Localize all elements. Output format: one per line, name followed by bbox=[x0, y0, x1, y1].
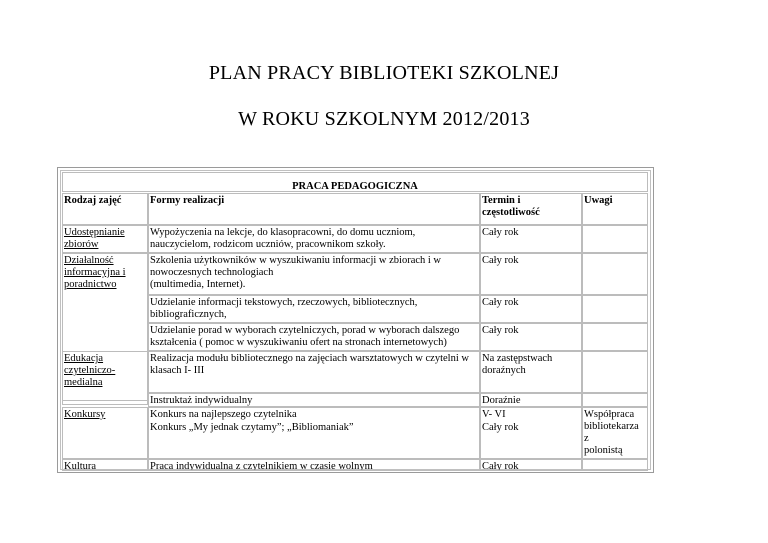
section-heading: PRACA PEDAGOGICZNA bbox=[292, 181, 418, 192]
formy-text: nauczycielom, rodzicom uczniów, pracownikom szkoły. bbox=[150, 239, 386, 250]
uwagi-cell bbox=[582, 253, 648, 295]
formy-text: klasach I- III bbox=[150, 365, 205, 376]
uwagi-cell bbox=[582, 393, 648, 407]
header-uwagi: Uwagi bbox=[584, 195, 613, 206]
header-rodzaj: Rodzaj zajęć bbox=[64, 195, 122, 206]
category-cell-kultura bbox=[62, 459, 148, 471]
termin-text: Cały rok bbox=[482, 325, 519, 336]
formy-text: Konkurs „My jednak czytamy”; „Bibliomaniak” bbox=[150, 422, 354, 433]
termin-cell bbox=[480, 323, 582, 351]
formy-text: Udzielanie porad w wyborach czytelniczych, porad w wyborach dalszego bbox=[150, 325, 460, 336]
formy-cell bbox=[148, 253, 480, 295]
category-label: poradnictwo bbox=[64, 279, 117, 290]
termin-cell bbox=[480, 407, 582, 459]
section-heading-cell bbox=[62, 172, 648, 192]
uwagi-cell bbox=[582, 407, 648, 459]
termin-text: Cały rok bbox=[482, 297, 519, 308]
termin-text: Cały rok bbox=[482, 227, 519, 238]
formy-text: Wypożyczenia na lekcje, do klasopracowni, do domu uczniom, bbox=[150, 227, 416, 238]
uwagi-cell bbox=[582, 323, 648, 351]
uwagi-cell bbox=[582, 295, 648, 323]
uwagi-text: polonistą bbox=[584, 445, 623, 456]
formy-text: Instruktaż indywidualny bbox=[150, 395, 253, 406]
formy-text: (multimedia, Internet). bbox=[150, 279, 246, 290]
formy-text: Praca indywidualna z czytelnikiem w czasie wolnym bbox=[150, 461, 373, 471]
uwagi-cell bbox=[582, 351, 648, 393]
termin-text: doraźnych bbox=[482, 365, 526, 376]
category-label: czytelniczo- bbox=[64, 365, 116, 376]
category-cell-konkursy bbox=[62, 407, 148, 459]
plan-table-inner bbox=[60, 170, 651, 470]
formy-text: Konkurs na najlepszego czytelnika bbox=[150, 409, 297, 420]
termin-cell bbox=[480, 295, 582, 323]
category-cell-udostepnianie bbox=[62, 225, 148, 253]
termin-cell bbox=[480, 225, 582, 253]
category-label: Edukacja bbox=[64, 353, 104, 364]
formy-cell bbox=[148, 351, 480, 393]
plan-table bbox=[57, 167, 654, 473]
formy-text: Szkolenia użytkowników w wyszukiwaniu informacji w zbiorach i w bbox=[150, 255, 442, 266]
termin-text: Cały rok bbox=[482, 422, 519, 433]
uwagi-cell bbox=[582, 225, 648, 253]
uwagi-cell bbox=[582, 459, 648, 471]
category-cell-edukacja bbox=[62, 351, 148, 405]
termin-cell bbox=[480, 393, 582, 407]
formy-text: kształcenia ( pomoc w wyszukiwaniu ofert na stronach internetowych) bbox=[150, 337, 447, 348]
formy-text: Realizacja modułu bibliotecznego na zajęciach warsztatowych w czytelni w bbox=[150, 353, 469, 364]
category-label: Konkursy bbox=[64, 409, 106, 420]
formy-cell bbox=[148, 225, 480, 253]
formy-cell bbox=[148, 295, 480, 323]
formy-cell bbox=[148, 393, 480, 407]
formy-text: bibliograficznych, bbox=[150, 309, 227, 320]
category-label: zbiorów bbox=[64, 239, 99, 250]
termin-cell bbox=[480, 459, 582, 471]
header-formy: Formy realizacji bbox=[150, 195, 225, 206]
header-termin-line1: Termin i bbox=[482, 195, 521, 206]
header-uwagi-cell bbox=[582, 193, 648, 225]
uwagi-text: bibliotekarza z bbox=[584, 421, 639, 444]
termin-text: Na zastępstwach bbox=[482, 353, 553, 364]
formy-text: nowoczesnych technologiach bbox=[150, 267, 274, 278]
formy-cell bbox=[148, 459, 480, 471]
formy-cell bbox=[148, 323, 480, 351]
category-label: Działalność bbox=[64, 255, 114, 266]
uwagi-text: Współpraca bbox=[584, 409, 635, 420]
header-rodzaj-cell bbox=[62, 193, 148, 225]
category-label: Udostępnianie bbox=[64, 227, 125, 238]
category-label: informacyjna i bbox=[64, 267, 126, 278]
termin-text: Doraźnie bbox=[482, 395, 521, 406]
termin-text: V- VI bbox=[482, 409, 506, 420]
category-label: medialna bbox=[64, 377, 103, 388]
termin-text: Cały rok bbox=[482, 461, 519, 471]
formy-text: Udzielanie informacji tekstowych, rzeczowych, bibliotecznych, bbox=[150, 297, 418, 308]
termin-cell bbox=[480, 253, 582, 295]
document-title: PLAN PRACY BIBLIOTEKI SZKOLNEJ bbox=[208, 62, 560, 84]
termin-text: Cały rok bbox=[482, 255, 519, 266]
formy-cell bbox=[148, 407, 480, 459]
header-formy-cell bbox=[148, 193, 480, 225]
category-label: Kultura bbox=[64, 461, 97, 471]
header-termin-line2: częstotliwość bbox=[482, 207, 540, 218]
document-subtitle: W ROKU SZKOLNYM 2012/2013 bbox=[238, 108, 530, 130]
termin-cell bbox=[480, 351, 582, 393]
header-termin-cell bbox=[480, 193, 582, 225]
